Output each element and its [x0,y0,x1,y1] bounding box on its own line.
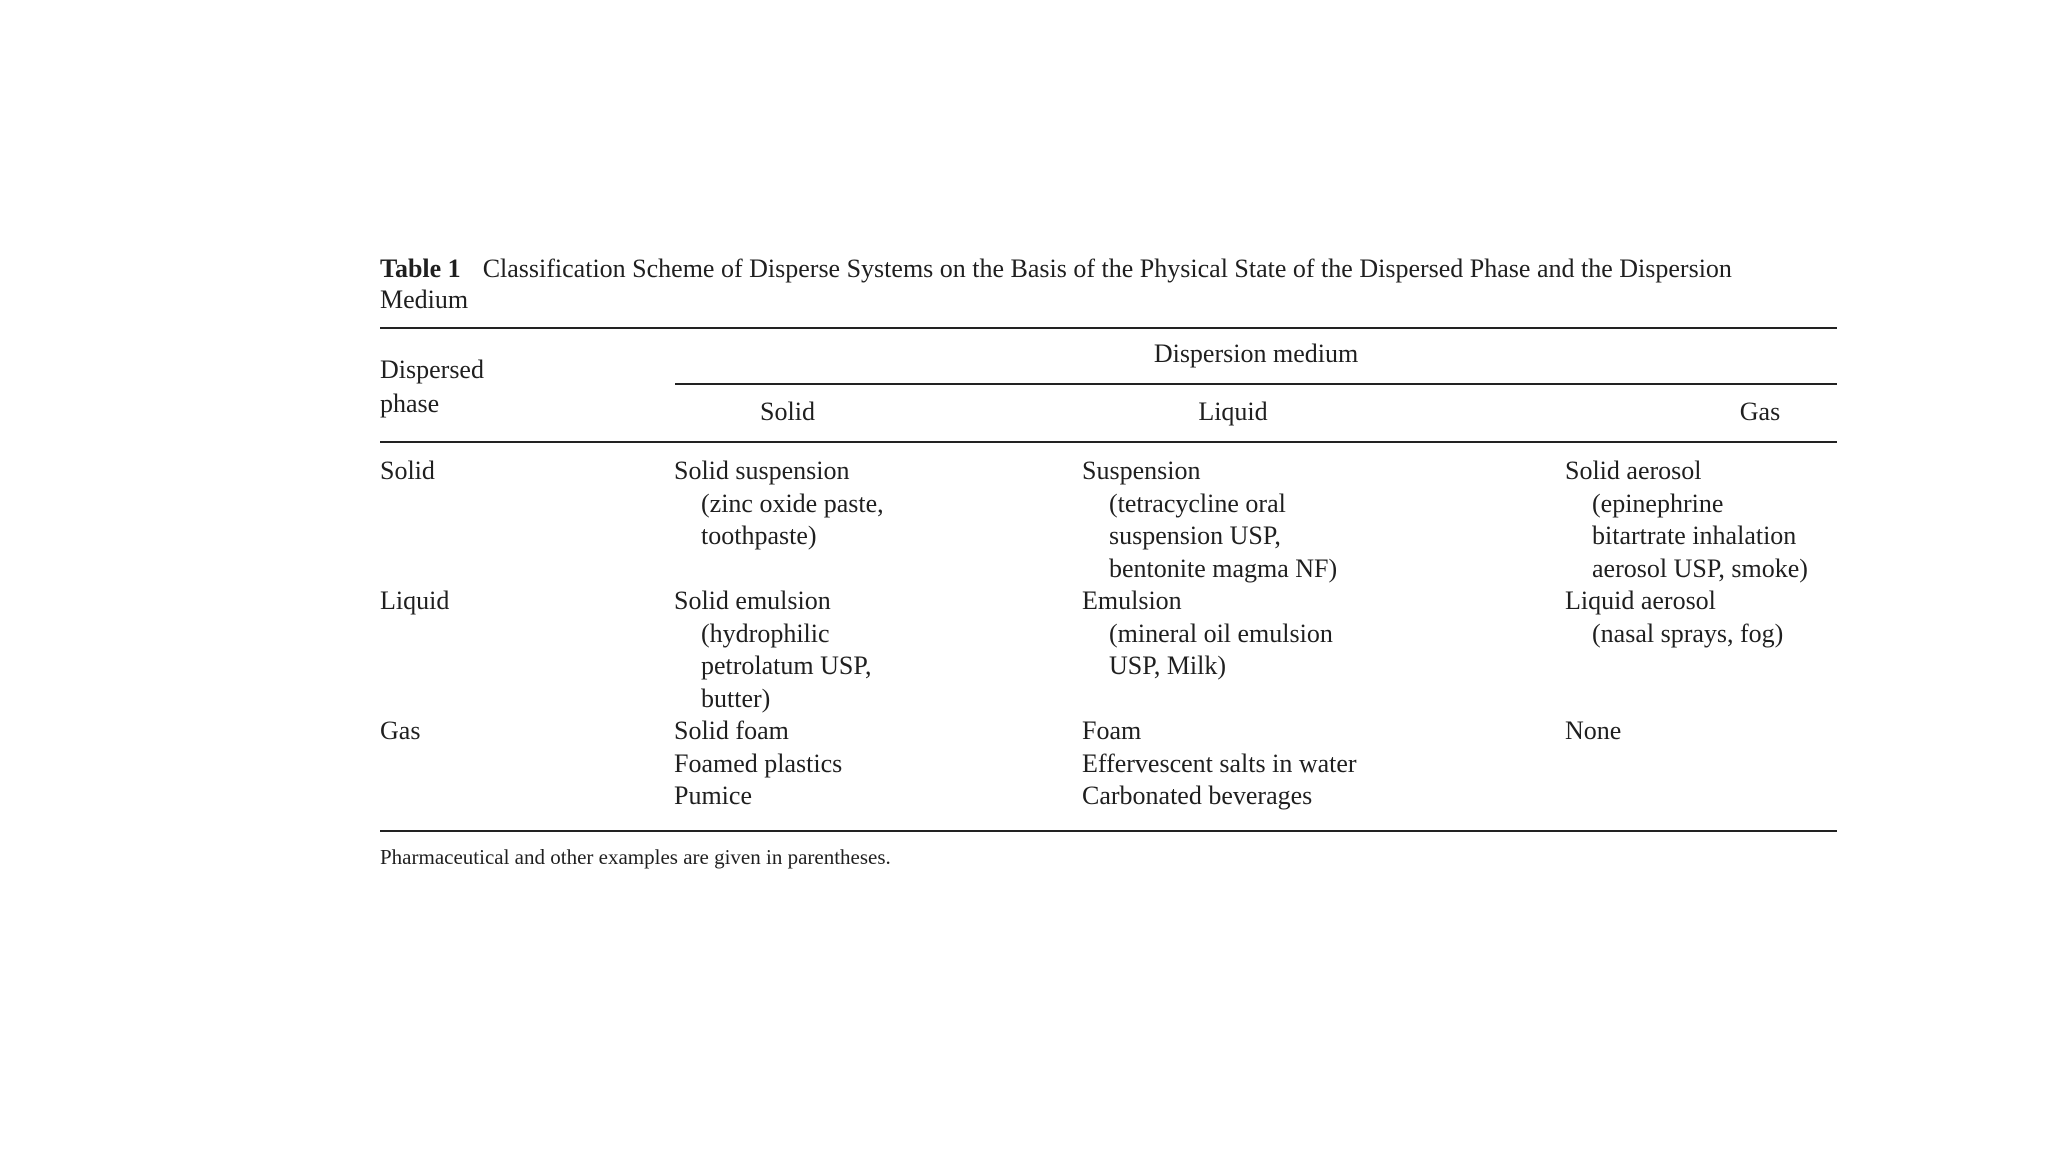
cell-title: Solid aerosol [1565,456,1702,485]
bottom-rule [380,830,1837,832]
caption-text-line2: Medium [380,285,469,314]
cell-title: Solid emulsion [674,586,831,615]
row-phase: Gas [380,716,421,745]
table-cell [1082,455,1512,585]
table-cell [1082,715,1512,813]
dispersion-medium-header-group [675,329,1837,441]
table-cell [1565,455,1855,585]
cell-example: (tetracycline oral [1109,488,1286,518]
cell-example: (zinc oxide paste, [701,488,884,518]
cell-line: Pumice [674,781,752,810]
cell-example: butter) [701,683,771,713]
cell-line: Foam [1082,716,1142,745]
phase-header-line2: phase [380,389,440,418]
cell-title: Suspension [1082,456,1201,485]
cell-example: (nasal sprays, fog) [1592,618,1784,648]
cell-title: Solid suspension [674,456,850,485]
table-cell [674,715,1034,813]
dispersion-medium-header: Dispersion medium [1153,339,1359,368]
table-row [380,455,1837,585]
column-headers [675,385,1837,441]
table-body [380,443,1837,830]
table-document [380,253,1837,870]
table-cell [1082,585,1512,683]
table-footnote: Pharmaceutical and other examples are given in parentheses. [380,845,891,869]
phase-header-line1: Dispersed [380,355,484,384]
cell-line: Effervescent salts in water [1082,748,1357,778]
table-cell [1565,585,1855,650]
row-phase: Liquid [380,586,450,615]
column-header-solid: Solid [760,397,815,426]
cell-example: bitartrate inhalation [1592,521,1797,550]
cell-line: Foamed plastics [674,748,843,778]
cell-line: None [1565,716,1622,745]
cell-example: bentonite magma NF) [1109,553,1338,583]
cell-example: (epinephrine [1592,488,1724,518]
cell-line: Solid foam [674,716,789,745]
cell-title: Emulsion [1082,586,1182,615]
dispersed-phase-header [380,353,530,421]
cell-line: Carbonated beverages [1082,781,1313,810]
table-caption [380,253,1837,315]
column-header-gas: Gas [1739,397,1781,426]
table-header [380,329,1837,441]
table-label: Table 1 [380,254,461,283]
table-cell [674,585,1034,715]
cell-example: (mineral oil emulsion [1109,618,1333,648]
cell-example: toothpaste) [701,521,817,550]
table-cell [1565,715,1855,748]
cell-title: Liquid aerosol [1565,586,1716,615]
row-phase: Solid [380,456,435,485]
table-row [380,715,1837,815]
column-header-liquid: Liquid [1198,397,1268,426]
caption-text-line1: Classification Scheme of Disperse Systems on the Basis of the Physical State of the Dispersed Phase and the Dispersion [482,254,1732,283]
cell-example: suspension USP, [1109,521,1281,550]
cell-example: petrolatum USP, [701,651,872,680]
table-row [380,585,1837,715]
cell-example: (hydrophilic [701,618,830,648]
cell-example: USP, Milk) [1109,651,1227,680]
table-cell [674,455,1034,553]
cell-example: aerosol USP, smoke) [1592,553,1808,583]
